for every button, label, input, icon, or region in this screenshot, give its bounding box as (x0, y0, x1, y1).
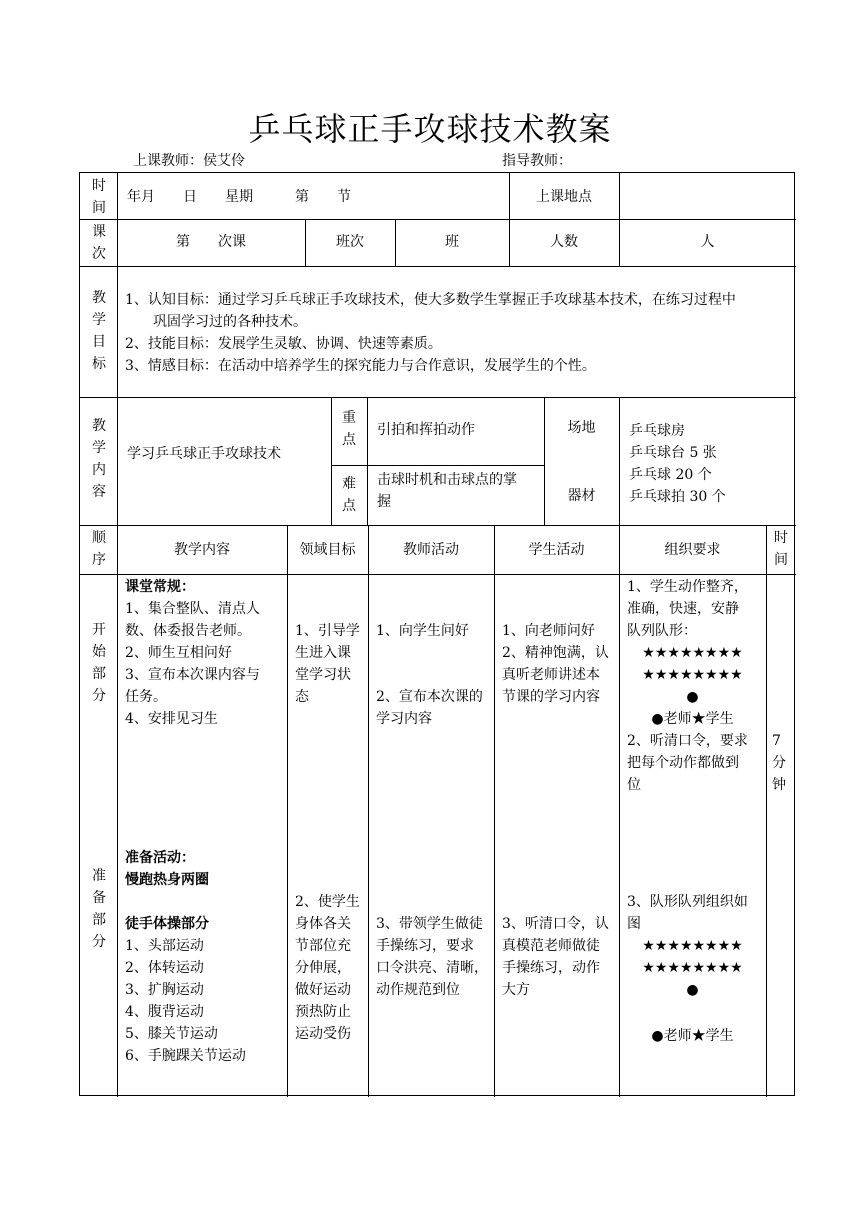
list-item: 态 (295, 689, 309, 705)
part1-teacher-list-a (376, 620, 469, 642)
list-item: 钟 (772, 777, 786, 793)
difficulty-text-2: 握 (377, 494, 391, 510)
list-item: 把每个动作都做到 (627, 755, 739, 771)
goal-line-1: 1、认知目标：通过学习乒乓球正手攻球技术，使大多数学生掌握正手攻球基本技术，在练习过程中 (125, 292, 736, 308)
time-col-header: 时 间 (774, 530, 788, 568)
list-item: 1、集合整队、清点人 (125, 601, 260, 617)
formation-stars-row-1: ★★★★★★★★ (642, 645, 743, 661)
list-item: 堂学习状 (295, 667, 351, 683)
list-item: 1、头部运动 (125, 938, 204, 954)
list-item: 分伸展， (295, 960, 351, 976)
key-point-label: 重点 (342, 410, 356, 448)
part2-student-list (502, 913, 609, 1001)
list-item: 1、向老师问好 (502, 623, 595, 639)
org-col-header: 组织要求 (664, 542, 721, 558)
list-item: 1、引导学 (295, 623, 360, 639)
list-item: 学习内容 (376, 711, 432, 727)
part2-title-3: 徒手体操部分 (125, 916, 209, 932)
list-item: 3、队形队列组织如 (627, 894, 748, 910)
part2-stars-row-1: ★★★★★★★★ (642, 938, 743, 954)
lesson-number: 第 次课 (176, 234, 246, 250)
venue-item-4: 乒乓球拍 30 个 (629, 489, 726, 505)
lesson-date: 年月 日 星期 第 节 (127, 189, 351, 205)
part2-goal-list (295, 891, 360, 1045)
list-item: 分 (772, 755, 786, 771)
list-item: 3、听清口令，认 (502, 916, 609, 932)
list-item: 任务。 (125, 689, 167, 705)
difficulty-text-1: 击球时机和击球点的掌 (377, 472, 517, 488)
venue-item-1: 乒乓球房 (629, 423, 685, 439)
list-item: 做好运动 (295, 982, 351, 998)
lesson-number-header: 课 次 (92, 224, 106, 262)
goal-line-2: 巩固学习过的各种技术。 (153, 314, 307, 330)
list-item: 2、听清口令，要求 (627, 733, 748, 749)
list-item: 身体各关 (295, 916, 351, 932)
list-item: 动作规范到位 (376, 982, 460, 998)
venue-item-3: 乒乓球 20 个 (629, 467, 712, 483)
teacher-dot: ● (686, 689, 699, 705)
goal-col-header: 领域目标 (299, 542, 356, 558)
part1-name: 开 始 部 分 (92, 622, 106, 704)
part1-content-list (125, 598, 260, 730)
list-item: 位 (627, 777, 641, 793)
content-topic: 学习乒乓球正手攻球技术 (127, 446, 281, 462)
list-item: 7 (772, 733, 781, 749)
list-item: 节部位充 (295, 938, 351, 954)
list-item: 队列队形： (627, 623, 697, 639)
lesson-table (79, 172, 795, 1096)
part1-org-list-b (627, 730, 748, 796)
part2-teacher-list (376, 913, 488, 1001)
part2-name: 准 备 部 分 (92, 868, 106, 950)
location-label: 上课地点 (536, 189, 592, 205)
list-item: 大方 (502, 982, 530, 998)
list-item: 生进入课 (295, 645, 351, 661)
list-item: 真听老师讲述本 (502, 667, 600, 683)
part2-exercise-list (125, 935, 246, 1067)
list-item: 数、体委报告老师。 (125, 623, 251, 639)
list-item: 6、手腕踝关节运动 (125, 1048, 246, 1064)
list-item: 节课的学习内容 (502, 689, 600, 705)
list-item: 1、向学生问好 (376, 623, 469, 639)
list-item: 预热防止 (295, 1004, 351, 1020)
list-item: 2、使学生 (295, 894, 360, 910)
content-col-header: 教学内容 (174, 542, 230, 558)
goals-header: 教 学 目 标 (92, 290, 106, 372)
list-item: 图 (627, 916, 641, 932)
part2-title-1: 准备活动： (125, 850, 195, 866)
key-point-text: 引拍和挥拍动作 (377, 422, 475, 438)
part1-time (772, 730, 786, 796)
count-value: 人 (700, 234, 715, 250)
list-item: 4、安排见习生 (125, 711, 218, 727)
list-item: 真模范老师做徒 (502, 938, 600, 954)
part1-goal-list (295, 620, 360, 708)
list-item: 2、师生互相问好 (125, 645, 232, 661)
part2-org-list (627, 891, 748, 935)
count-label: 人数 (550, 234, 578, 250)
list-item: 口令洪亮、清晰， (376, 960, 488, 976)
venue-label: 场地 (567, 420, 596, 436)
goal-line-4: 3、情感目标：在活动中培养学生的探究能力与合作意识，发展学生的个性。 (125, 358, 596, 374)
list-item: 准确，快速，安静 (627, 601, 739, 617)
part1-org-list-a (627, 576, 748, 642)
list-item: 3、带领学生做徒 (376, 916, 483, 932)
list-item: 5、膝关节运动 (125, 1026, 218, 1042)
list-item: 3、宣布本次课内容与 (125, 667, 260, 683)
content-header: 教 学 内 容 (92, 418, 106, 500)
lesson-title: 乒乓球正手攻球技术教案 (248, 110, 612, 148)
list-item: 手操练习，要求 (376, 938, 474, 954)
part1-teacher-list-b (376, 686, 483, 730)
list-item: 2、宣布本次课的 (376, 689, 483, 705)
formation-legend: ●老师★学生 (651, 711, 734, 727)
formation-stars-row-2: ★★★★★★★★ (642, 667, 743, 683)
list-item: 2、精神饱满，认 (502, 645, 609, 661)
list-item: 2、体转运动 (125, 960, 204, 976)
order-header: 顺 序 (92, 530, 106, 568)
list-item: 运动受伤 (295, 1026, 351, 1042)
student-col-header: 学生活动 (528, 542, 585, 558)
part2-title-2: 慢跑热身两圈 (125, 872, 209, 888)
equipment-label: 器材 (567, 488, 596, 504)
teacher-label: 上课教师：侯艾伶 (133, 153, 245, 169)
teacher-col-header: 教师活动 (403, 542, 459, 558)
class-value: 班 (445, 234, 459, 250)
venue-item-2: 乒乓球台 5 张 (629, 445, 717, 461)
part2-stars-row-2: ★★★★★★★★ (642, 960, 743, 976)
part1-content-title: 课堂常规： (125, 579, 195, 595)
class-label: 班次 (336, 234, 364, 250)
list-item: 4、腹背运动 (125, 1004, 204, 1020)
time-header: 时 间 (92, 178, 106, 216)
list-item: 1、学生动作整齐， (627, 579, 748, 595)
list-item: 3、扩胸运动 (125, 982, 204, 998)
part1-student-list (502, 620, 609, 708)
goal-line-3: 2、技能目标：发展学生灵敏、协调、快速等素质。 (125, 336, 442, 352)
difficulty-label: 难点 (342, 476, 356, 514)
part2-formation-legend: ●老师★学生 (651, 1028, 734, 1044)
list-item: 手操练习，动作 (502, 960, 600, 976)
guide-teacher-label: 指导教师： (502, 153, 572, 169)
part2-teacher-dot: ● (686, 982, 699, 998)
